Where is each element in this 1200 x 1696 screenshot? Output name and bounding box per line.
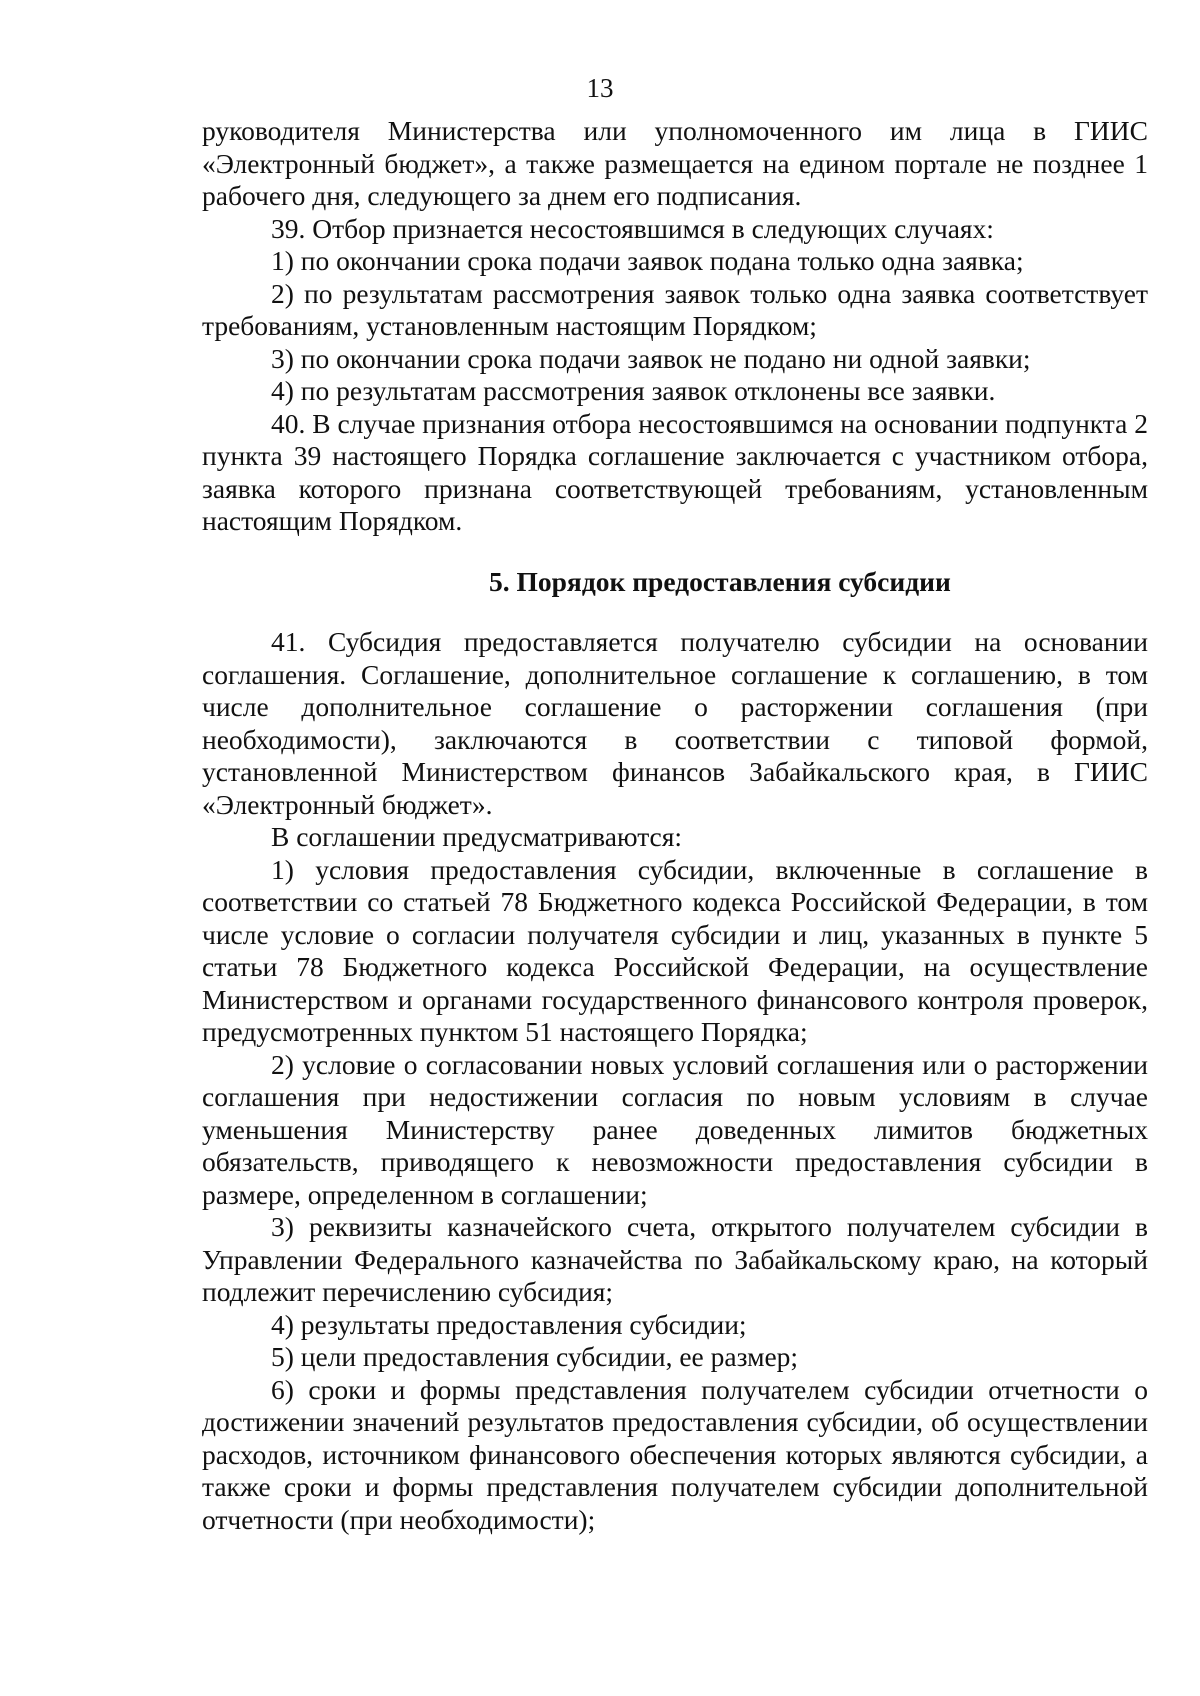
section-heading: 5. Порядок предоставления субсидии: [489, 565, 951, 597]
paragraph-39-item-4: 4) по результатам рассмотрения заявок отклонены все заявки.: [271, 375, 996, 406]
paragraph-continuation: руководителя Министерства или уполномоченного им лица в ГИИС «Электронный бюджет», а также размещается на едином портале не позднее 1 рабочего дня, следующего за днем его подписания.: [202, 115, 1148, 211]
paragraph-agreement-item-6: 6) сроки и формы представления получателем субсидии отчетности о достижении значений результатов предоставления субсидии, об осуществлении расходов, источником финансового обеспечения которых являются субсидии, а также сроки и формы представления получателем субсидии дополнительной отчетности (при необходимости);: [202, 1373, 1148, 1535]
paragraph-39-item-3: 3) по окончании срока подачи заявок не подано ни одной заявки;: [271, 342, 1031, 374]
paragraph-39-item-2: 2) по результатам рассмотрения заявок только одна заявка соответствует требованиям, установленным настоящим Порядком;: [202, 277, 1148, 341]
paragraph-40: 40. В случае признания отбора несостоявшимся на основании подпункта 2 пункта 39 настоящего Порядка соглашение заключается с участником отбора, заявка которого признана соответствующей требованиям, установленным настоящим Порядком.: [202, 407, 1148, 536]
paragraph-agreement-item-2: 2) условие о согласовании новых условий соглашения или о расторжении соглашения при недостижении согласия по новым условиям в случае уменьшения Министерству ранее доведенных лимитов бюджетных обязательств, приводящего к невозможности предоставления субсидии в размере, определенном в соглашении;: [202, 1048, 1148, 1210]
paragraph-agreement-item-4: 4) результаты предоставления субсидии;: [271, 1308, 747, 1340]
paragraph-agreement-item-5: 5) цели предоставления субсидии, ее размер;: [271, 1341, 799, 1372]
paragraph-agreement-item-3: 3) реквизиты казначейского счета, открытого получателем субсидии в Управлении Федерального казначейства по Забайкальскому краю, на который подлежит перечислению субсидия;: [202, 1211, 1148, 1307]
paragraph-39: 39. Отбор признается несостоявшимся в следующих случаях:: [271, 212, 994, 244]
document-body: [202, 115, 1148, 1536]
paragraph-39-item-1: 1) по окончании срока подачи заявок подана только одна заявка;: [271, 245, 1024, 276]
paragraph-41: 41. Субсидия предоставляется получателю субсидии на основании соглашения. Соглашение, дополнительное соглашение к соглашению, в том числе дополнительное соглашение о расторжении соглашения (при необходимости), заключаются в соответствии с типовой формой, установленной Министерством финансов Забайкальского края, в ГИИС «Электронный бюджет».: [202, 626, 1148, 820]
page-number: 13: [586, 73, 614, 103]
paragraph-agreement-intro: В соглашении предусматриваются:: [271, 821, 683, 852]
paragraph-agreement-item-1: 1) условия предоставления субсидии, включенные в соглашение в соответствии со статьей 78 Бюджетного кодекса Российской Федерации, в том числе условие о согласии получателя субсидии и лиц, указанных в пункте 5 статьи 78 Бюджетного кодекса Российской Федерации, на осуществление Министерством и органами государственного финансового контроля проверок, предусмотренных пунктом 51 настоящего Порядка;: [202, 853, 1148, 1047]
